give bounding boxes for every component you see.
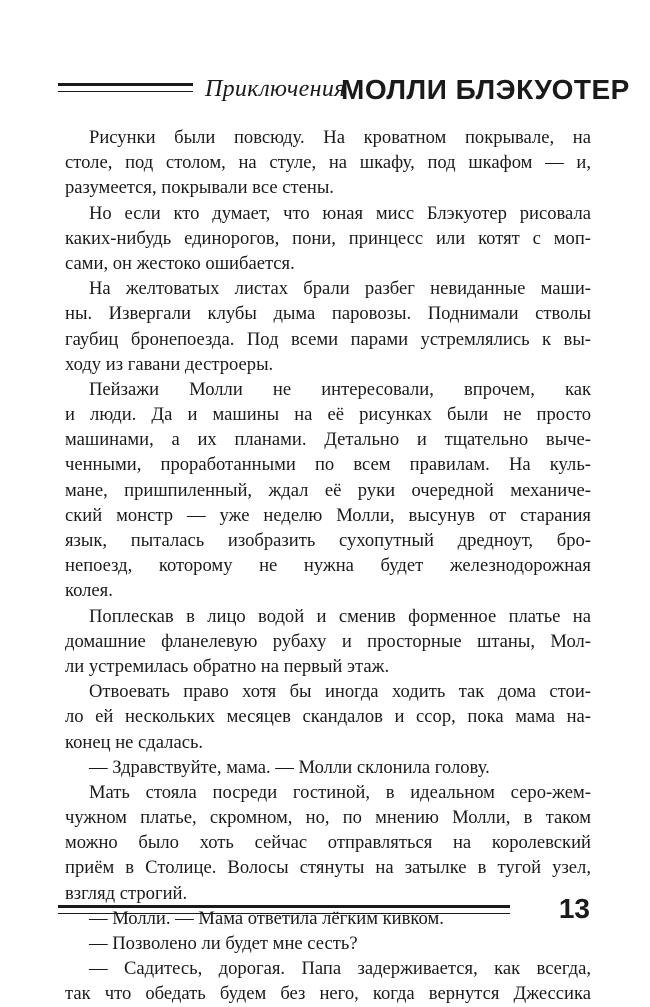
text-line: — Здравствуйте, мама. — Молли склонила голову.	[89, 756, 490, 778]
text-line: каких-нибудь единорогов, пони, принцесс или котят с моп-	[65, 227, 591, 249]
text-line: ло ей нескольких месяцев скандалов и ссор, пока мама на-	[65, 706, 591, 728]
body-text	[65, 125, 591, 1007]
text-line: домашние фланелевую рубаху и просторные штаны, Мол-	[65, 630, 591, 652]
text-line: Рисунки были повсюду. На кроватном покрывале, на	[89, 127, 591, 148]
text-line: приём в Столице. Волосы стянуты на затылке в тугой узел,	[65, 857, 591, 879]
text-line: сами, он жестоко ошибается.	[65, 252, 295, 274]
text-line: ский монстр — уже неделю Молли, высунув от старания	[65, 504, 591, 526]
text-line: Отвоевать право хотя бы иногда ходить так дома стои-	[89, 681, 591, 703]
text-line: разумеется, покрывали все стены.	[65, 177, 334, 199]
header-double-rule	[58, 83, 193, 92]
text-line: мане, пришпиленный, ждал её руки очередной механиче-	[65, 479, 591, 501]
text-line: так что обедать будем без него, когда вернутся Джессика	[65, 983, 591, 1005]
footer-double-rule	[58, 905, 510, 914]
text-line: — Молли. — Мама ответила лёгким кивком.	[89, 907, 444, 929]
text-line: Пейзажи Молли не интересовали, впрочем, как	[89, 378, 591, 400]
text-line: непоезд, которому не нужна будет железнодорожная	[65, 555, 591, 577]
text-line: — Позволено ли будет мне сесть?	[89, 933, 358, 954]
text-line: ны. Извергали клубы дыма паровозы. Поднимали стволы	[65, 303, 591, 325]
text-line: и люди. Да и машины на её рисунках были не просто	[65, 404, 591, 426]
text-line: чужном платье, скромном, но, по мнению Молли, в таком	[65, 807, 591, 829]
text-line: ходу из гавани дестроеры.	[65, 353, 274, 375]
text-line: конец не сдалась.	[65, 731, 204, 753]
text-line: столе, под столом, на стуле, на шкафу, под шкафом — и,	[65, 152, 591, 174]
header-hero-name: МОЛЛИ БЛЭКУОТЕР	[341, 74, 630, 105]
text-line: взгляд строгий.	[65, 882, 188, 904]
text-line: колея.	[65, 580, 113, 602]
page-number: 13	[558, 893, 590, 924]
text-line: — Садитесь, дорогая. Папа задерживается, как всегда,	[89, 958, 591, 980]
text-line: Поплескав в лицо водой и сменив форменное платье на	[89, 605, 591, 627]
text-line: ли устремилась обратно на первый этаж.	[65, 655, 390, 677]
text-line: машинами, а их планами. Детально и тщательно выче-	[65, 429, 591, 451]
text-line: Но если кто думает, что юная мисс Блэкуотер рисовала	[89, 202, 591, 224]
text-line: язык, пыталась изобразить сухопутный дредноут, бро-	[65, 530, 591, 551]
text-line: На желтоватых листах брали разбег невиданные маши-	[89, 278, 591, 300]
header-series-title: Приключения	[205, 76, 346, 102]
page-footer	[58, 893, 590, 927]
text-line: ченными, проработанными по всем правилам. На куль-	[65, 454, 591, 476]
text-line: гаубиц бронепоезда. Под всеми парами устремлялись к вы-	[65, 328, 591, 350]
running-header	[58, 68, 630, 108]
text-line: Мать стояла посреди гостиной, в идеальном серо-жем-	[89, 781, 591, 803]
text-line: можно было хоть сейчас отправляться на королевский	[65, 832, 591, 854]
